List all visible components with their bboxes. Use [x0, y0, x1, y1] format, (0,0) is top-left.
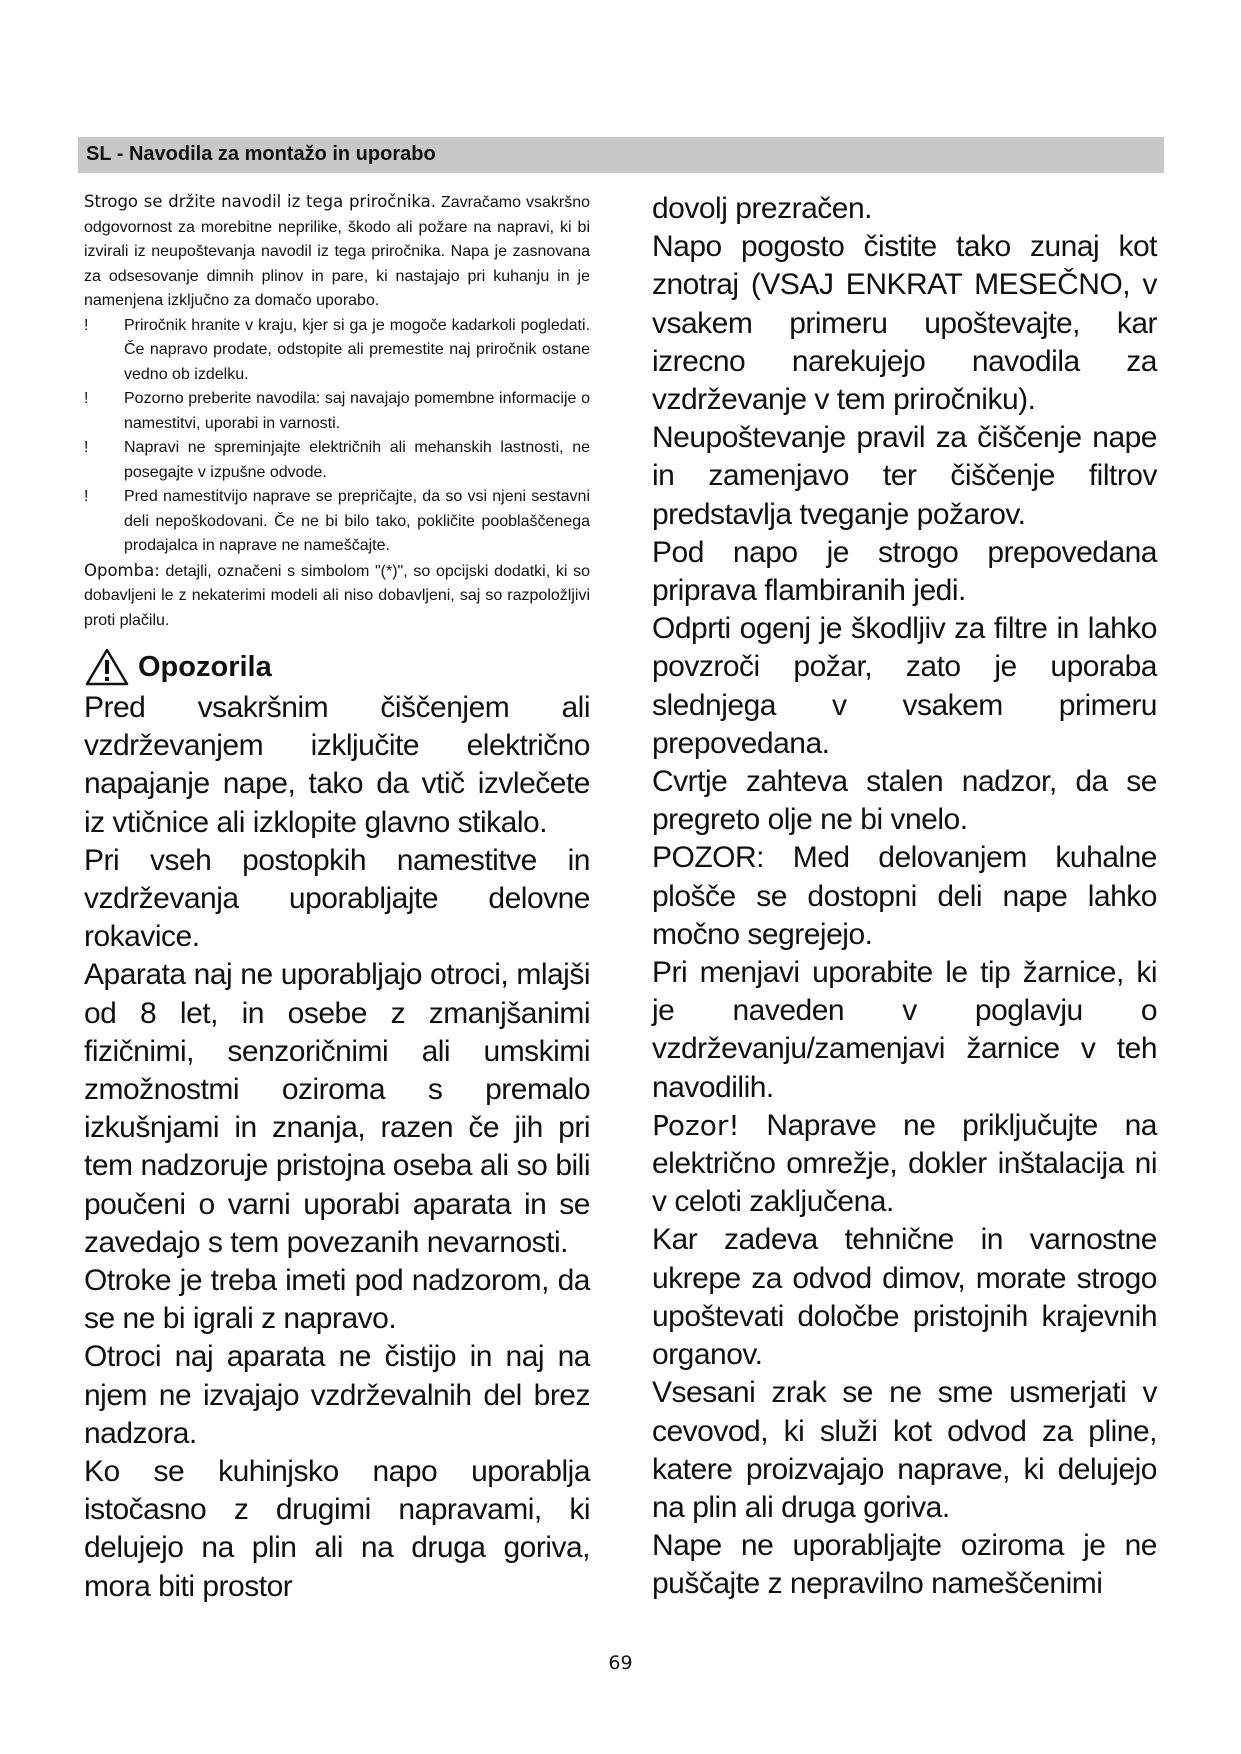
warning-paragraph: Vsesani zrak se ne sme usmerjati v cevovod, ki služi kot odvod za pline, katere proizvajajo naprave, ki delujejo na plin ali druga goriva.: [652, 1376, 1157, 1524]
pozor-paragraph: Pozor! Naprave ne priključujte na električno omrežje, dokler inštalacija ni v celoti zaključena.: [652, 1108, 1157, 1219]
warnings-title: Opozorila: [138, 650, 272, 683]
warning-paragraph: Otroke je treba imeti pod nadzorom, da se ne bi igrali z napravo.: [84, 1264, 590, 1336]
pozor-lead: Pozor!: [652, 1108, 740, 1142]
warning-paragraph: POZOR: Med delovanjem kuhalne plošče se dostopni deli nape lahko močno segrejejo.: [652, 841, 1157, 951]
exclamation-icon: !: [84, 488, 89, 505]
left-column: [84, 190, 590, 1606]
right-column: [652, 190, 1157, 1604]
warning-paragraph: Otroci naj aparata ne čistijo in naj na njem ne izvajajo vzdrževalnih del brez nadzora.: [84, 1340, 590, 1450]
warning-paragraph: Cvrtje zahteva stalen nadzor, da se pregreto olje ne bi vnelo.: [652, 765, 1157, 837]
bullet-item: ! Napravi ne spreminjajte električnih ali mehanskih lastnosti, ne posegajte v izpušne odvode.: [84, 436, 590, 485]
warning-paragraph: Kar zadeva tehnične in varnostne ukrepe za odvod dimov, morate strogo upoštevati določbe pristojnih krajevnih organov.: [652, 1223, 1157, 1372]
warning-paragraph: Nape ne uporabljajte oziroma je ne puščajte z nepravilno nameščenimi: [652, 1529, 1157, 1601]
page-number: 69: [608, 1652, 633, 1674]
warning-paragraph: Pri menjavi uporabite le tip žarnice, ki je naveden v poglavju o vzdrževanju/zamenjavi žarnice v teh navodilih.: [652, 956, 1157, 1104]
section-title: SL - Navodila za montažo in uporabo: [86, 143, 436, 165]
bullet-item: ! Pred namestitvijo naprave se prepričajte, da so vsi njeni sestavni deli nepoškodovani. Če ne bi bilo tako, pokličite pooblaščenega prodajalca in naprave ne nameščajte.: [84, 485, 590, 559]
warning-paragraph: Pri vseh postopkih namestitve in vzdrževanja uporabljajte delovne rokavice.: [84, 843, 590, 954]
note-paragraph: Opomba: detajli, označeni s simbolom "(*)", so opcijski dodatki, ki so dobavljeni le z nekaterimi modeli ali niso dobavljeni, saj so razpoložljivi proti plačilu.: [84, 560, 590, 629]
warning-paragraph: Pod napo je strogo prepovedana priprava flambiranih jedi.: [652, 535, 1157, 608]
section-header-bar: [78, 137, 1164, 173]
intro-text: Zavračamo vsakršno odgovornost za morebitne neprilike, škodo ali požare na napravi, ki bi izvirali iz neupoštevanja navodil iz tega priročnika. Napa je zasnovana za odsesovanje dimnih plinov in pare, ki nastajajo pri kuhanju in je namenjena izključno za domačo uporabo.: [84, 194, 591, 309]
intro-lead: Strogo se držite navodil iz tega priročnika.: [84, 192, 437, 211]
warning-paragraph: Odprti ogenj je škodljiv za filtre in lahko povzroči požar, zato je uporaba slednjega v vsakem primeru prepovedana.: [652, 612, 1157, 760]
warning-triangle-icon: [84, 647, 130, 687]
exclamation-icon: !: [84, 316, 89, 334]
warnings-heading: [84, 647, 590, 687]
warning-paragraph: Ko se kuhinjsko napo uporablja istočasno z drugimi napravami, ki delujejo na plin ali na druga goriva, mora biti prostor: [84, 1455, 590, 1603]
bullet-item: ! Pozorno preberite navodila: saj navajajo pomembne informacije o namestitvi, uporabi in varnosti.: [84, 387, 590, 436]
exclamation-icon: !: [84, 439, 89, 456]
warning-paragraph: Napo pogosto čistite tako zunaj kot znotraj (VSAJ ENKRAT MESEČNO, v vsakem primeru upoštevajte, kar izrecno narekujejo navodila za vzdrževanje v tem priročniku).: [652, 230, 1157, 417]
warning-paragraph: Pred vsakršnim čiščenjem ali vzdrževanjem izključite električno napajanje nape, tako da vtič izvlečete iz vtičnice ali izklopite glavno stikalo.: [84, 691, 590, 839]
note-lead: Opomba:: [84, 560, 160, 580]
warning-paragraph: Aparata naj ne uporabljajo otroci, mlajši od 8 let, in osebe z zmanjšanimi fizičnimi, senzoričnimi ali umskimi zmožnostmi oziroma s premalo izkušnjami in znanja, razen če jih pri tem nadzoruje pristojna oseba ali so bili poučeni o varni uporabi aparata in se zavedajo s tem povezanih nevarnosti.: [84, 958, 590, 1259]
warning-paragraph: dovolj prezračen.: [652, 192, 872, 225]
warning-paragraph: Neupoštevanje pravil za čiščenje nape in zamenjavo ter čiščenje filtrov predstavlja tveganje požarov.: [652, 421, 1157, 531]
bullet-item: ! Priročnik hranite v kraju, kjer si ga je mogoče kadarkoli pogledati. Če napravo prodate, odstopite ali premestite naj priročnik ostane vedno ob izdelku.: [84, 314, 590, 388]
intro-paragraph: [84, 190, 590, 314]
exclamation-icon: !: [84, 390, 89, 407]
